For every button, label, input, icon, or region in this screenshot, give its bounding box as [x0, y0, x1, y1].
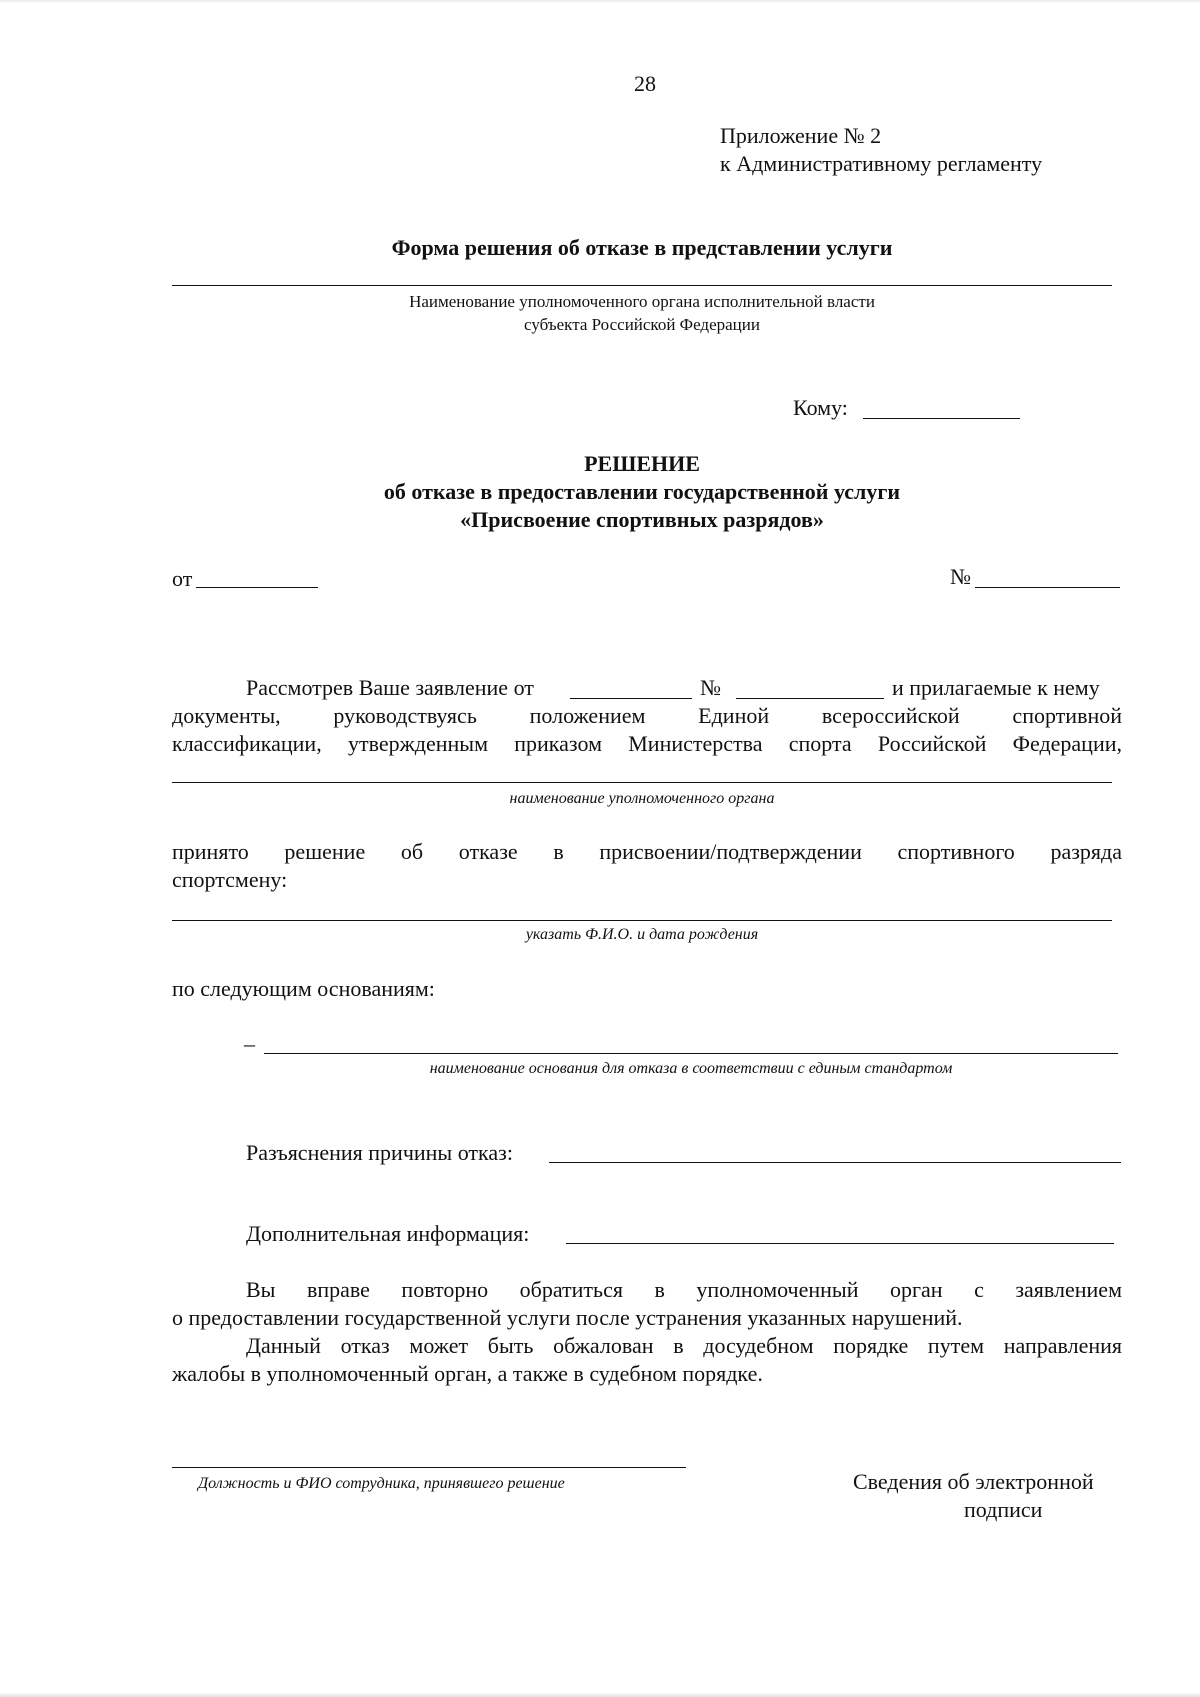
p1-number-sign: № — [700, 675, 721, 700]
decision-title: РЕШЕНИЕ — [584, 451, 700, 476]
scan-bottom-edge — [0, 1692, 1200, 1697]
explanation-label: Разъяснения причины отказ: — [246, 1140, 513, 1165]
person-line — [172, 920, 1112, 921]
date-line — [196, 587, 318, 588]
to-label: Кому: — [793, 395, 848, 420]
appendix-line-2: к Административному регламенту — [720, 151, 1043, 176]
esign-line-2: подписи — [964, 1497, 1043, 1522]
p1-line-2: документы, руководствуясь положением Единой всероссийской спортивной — [172, 703, 1122, 728]
additional-label: Дополнительная информация: — [246, 1221, 530, 1246]
date-label: от — [172, 566, 193, 591]
p4-line-2: жалобы в уполномоченный орган, а также в судебном порядке. — [172, 1361, 763, 1386]
p3-line-1: Вы вправе повторно обратиться в уполномоченный орган с заявлением — [246, 1277, 1122, 1302]
authority-caption-line-1: Наименование уполномоченного органа исполнительной власти — [409, 292, 875, 311]
p1-date-line — [570, 698, 692, 699]
authority-line — [172, 285, 1112, 286]
authority-name-line — [172, 782, 1112, 783]
authority-caption-line-2: субъекта Российской Федерации — [524, 315, 760, 334]
p2-line-1: принято решение об отказе в присвоении/подтверждении спортивного разряда — [172, 839, 1122, 864]
scan-top-edge — [0, 0, 1200, 3]
explanation-line — [549, 1162, 1121, 1163]
decision-subtitle-2: «Присвоение спортивных разрядов» — [460, 507, 824, 532]
p4-line-1: Данный отказ может быть обжалован в досудебном порядке путем направления — [246, 1333, 1122, 1358]
p1-line-3: классификации, утвержденным приказом Министерства спорта Российской Федерации, — [172, 731, 1122, 756]
grounds-line — [264, 1053, 1118, 1054]
page-number: 28 — [634, 71, 656, 96]
number-label: № — [950, 564, 971, 589]
caption-person: указать Ф.И.О. и дата рождения — [525, 926, 759, 943]
p1-number-line — [736, 698, 884, 699]
caption-grounds: наименование основания для отказа в соответствии с единым стандартом — [429, 1060, 953, 1077]
esign-line-1: Сведения об электронной — [853, 1469, 1094, 1494]
grounds-label: по следующим основаниям: — [172, 976, 435, 1001]
decision-subtitle-1: об отказе в предоставлении государственной услуги — [383, 479, 901, 504]
number-line — [975, 587, 1120, 588]
additional-line — [566, 1243, 1114, 1244]
to-line — [863, 418, 1020, 419]
signature-line — [172, 1467, 686, 1468]
p2-line-2: спортсмену: — [172, 867, 288, 892]
p3-line-2: о предоставлении государственной услуги после устранения указанных нарушений. — [172, 1305, 963, 1330]
appendix-line-1: Приложение № 2 — [720, 123, 882, 148]
caption-authority: наименование уполномоченного органа — [509, 790, 775, 807]
signature-caption: Должность и ФИО сотрудника, принявшего решение — [198, 1475, 565, 1492]
p1-start: Рассмотрев Ваше заявление от — [246, 675, 534, 700]
grounds-dash: – — [244, 1031, 255, 1056]
p1-end: и прилагаемые к нему — [892, 675, 1100, 700]
form-title: Форма решения об отказе в представлении услуги — [391, 235, 893, 260]
